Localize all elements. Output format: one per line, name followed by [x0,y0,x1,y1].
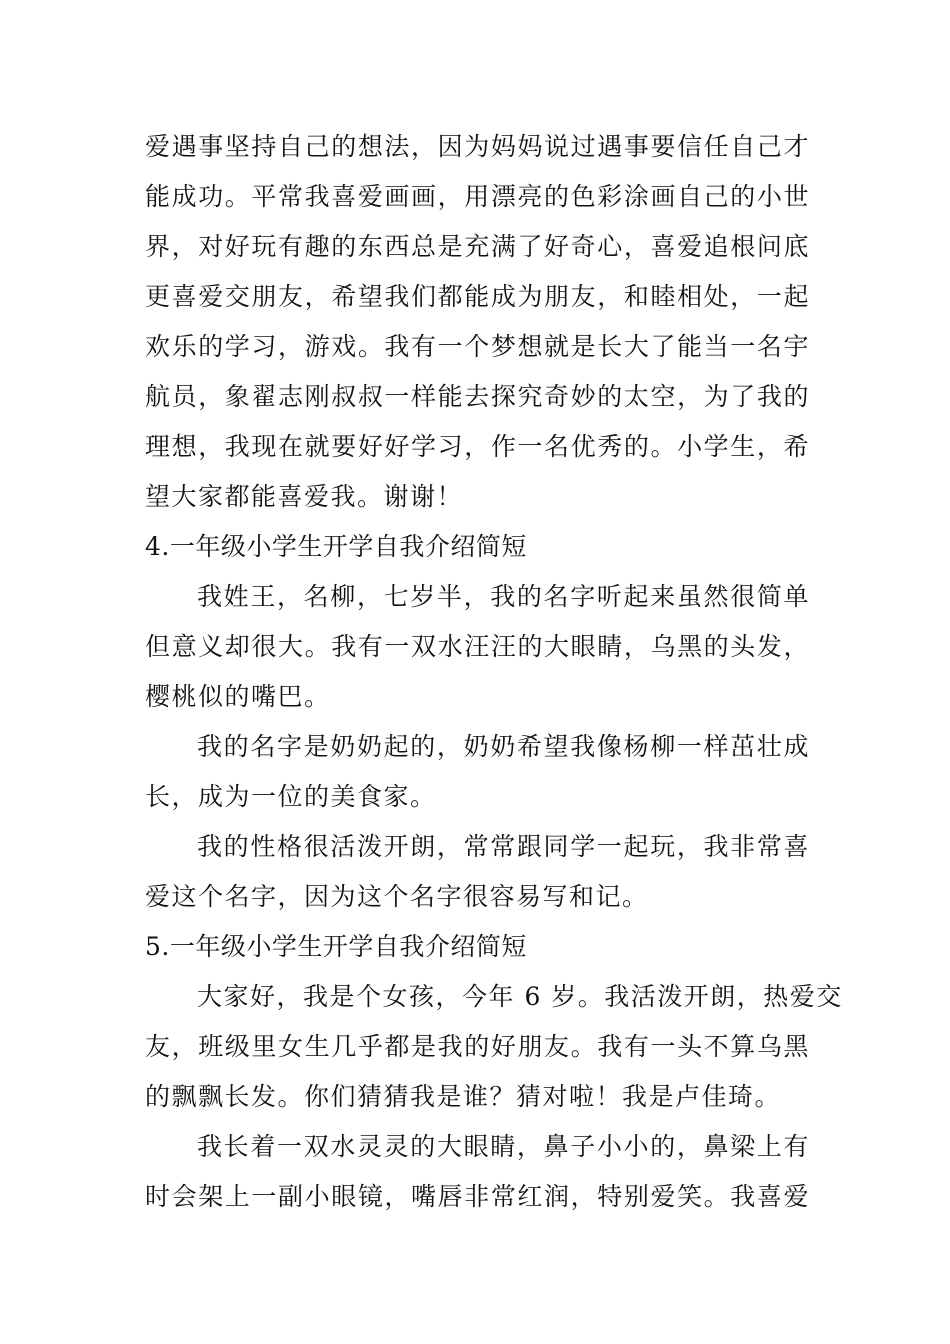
text-line: 我姓王，名柳，七岁半，我的名字听起来虽然很简单 [197,582,810,611]
text-line: 友，班级里女生几乎都是我的好朋友。我有一头不算乌黑 [145,1032,810,1061]
text-line: 时会架上一副小眼镜，嘴唇非常红润，特别爱笑。我喜爱 [145,1182,810,1211]
text-line: 大家好，我是个女孩，今年 6 岁。我活泼开朗，热爱交 [197,982,843,1011]
text-line: 航员，象翟志刚叔叔一样能去探究奇妙的太空，为了我的 [145,382,810,411]
text-line: 我长着一双水灵灵的大眼睛，鼻子小小的，鼻梁上有 [197,1132,810,1161]
text-line: 我的名字是奶奶起的，奶奶希望我像杨柳一样茁壮成 [197,732,810,761]
text-line: 能成功。平常我喜爱画画，用漂亮的色彩涂画自己的小世 [145,182,810,211]
text-line: 爱这个名字，因为这个名字很容易写和记。 [145,882,649,911]
text-line: 更喜爱交朋友，希望我们都能成为朋友，和睦相处，一起 [145,282,810,311]
text-line: 理想，我现在就要好好学习，作一名优秀的。小学生，希 [145,432,810,461]
text-line: 长，成为一位的美食家。 [145,782,437,811]
text-line: 樱桃似的嘴巴。 [145,682,331,711]
text-line: 望大家都能喜爱我。谢谢！ [145,482,464,511]
text-line: 的飘飘长发。你们猜猜我是谁？猜对啦！我是卢佳琦。 [145,1082,782,1111]
text-line: 界，对好玩有趣的东西总是充满了好奇心，喜爱追根问底 [145,232,810,261]
section-heading: 5.一年级小学生开学自我介绍简短 [145,932,527,961]
text-line: 但意义却很大。我有一双水汪汪的大眼睛，乌黑的头发， [145,632,810,661]
text-line: 爱遇事坚持自己的想法，因为妈妈说过遇事要信任自己才 [145,132,810,161]
section-heading: 4.一年级小学生开学自我介绍简短 [145,532,527,561]
document-body [145,122,843,1222]
text-line: 欢乐的学习，游戏。我有一个梦想就是长大了能当一名宇 [145,332,810,361]
text-line: 我的性格很活泼开朗，常常跟同学一起玩，我非常喜 [197,832,810,861]
